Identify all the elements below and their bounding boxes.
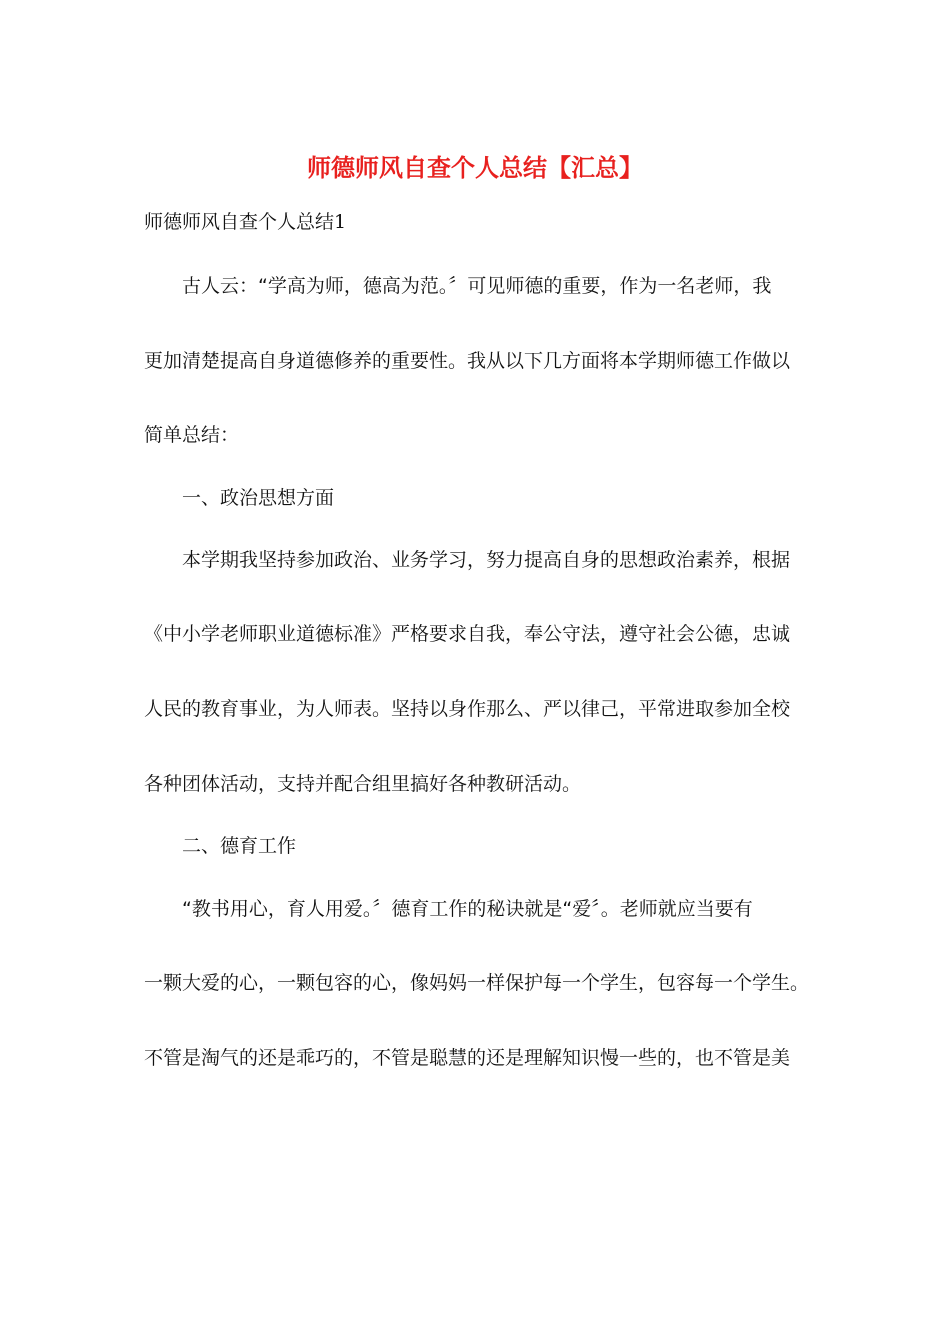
- paragraph-line: “教书用心，育人用爱。〞德育工作的秘诀就是“爱〞。老师就应当要有: [182, 898, 753, 920]
- section-subtitle-text: 师德师风自查个人总结: [144, 211, 335, 233]
- paragraph-line: 本学期我坚持参加政治、业务学习，努力提高自身的思想政治素养，根据: [182, 549, 791, 571]
- paragraph-line: 古人云：“学高为师，德高为范。〞可见师德的重要，作为一名老师，我: [182, 275, 772, 297]
- paragraph-line: 《中小学老师职业道德标准》严格要求自我，奉公守法，遵守社会公德，忠诚: [144, 623, 791, 645]
- document-title: 师德师风自查个人总结【汇总】: [307, 153, 643, 182]
- paragraph-line: 一颗大爱的心，一颗包容的心，像妈妈一样保护每一个学生，包容每一个学生。: [144, 972, 810, 994]
- section-heading: 一、政治思想方面: [182, 487, 335, 509]
- paragraph-line: 不管是淘气的还是乖巧的，不管是聪慧的还是理解知识慢一些的，也不管是美: [144, 1047, 791, 1069]
- section-subtitle-number: 1: [334, 211, 347, 233]
- section-subtitle: [144, 208, 346, 236]
- paragraph-line: 更加清楚提高自身道德修养的重要性。我从以下几方面将本学期师德工作做以: [144, 350, 791, 372]
- section-heading: 二、德育工作: [182, 835, 297, 857]
- paragraph-line: 人民的教育事业，为人师表。坚持以身作那么、严以律己，平常进取参加全校: [144, 698, 791, 720]
- paragraph-line: 简单总结：: [144, 424, 240, 446]
- paragraph-line: 各种团体活动，支持并配合组里搞好各种教研活动。: [144, 773, 582, 795]
